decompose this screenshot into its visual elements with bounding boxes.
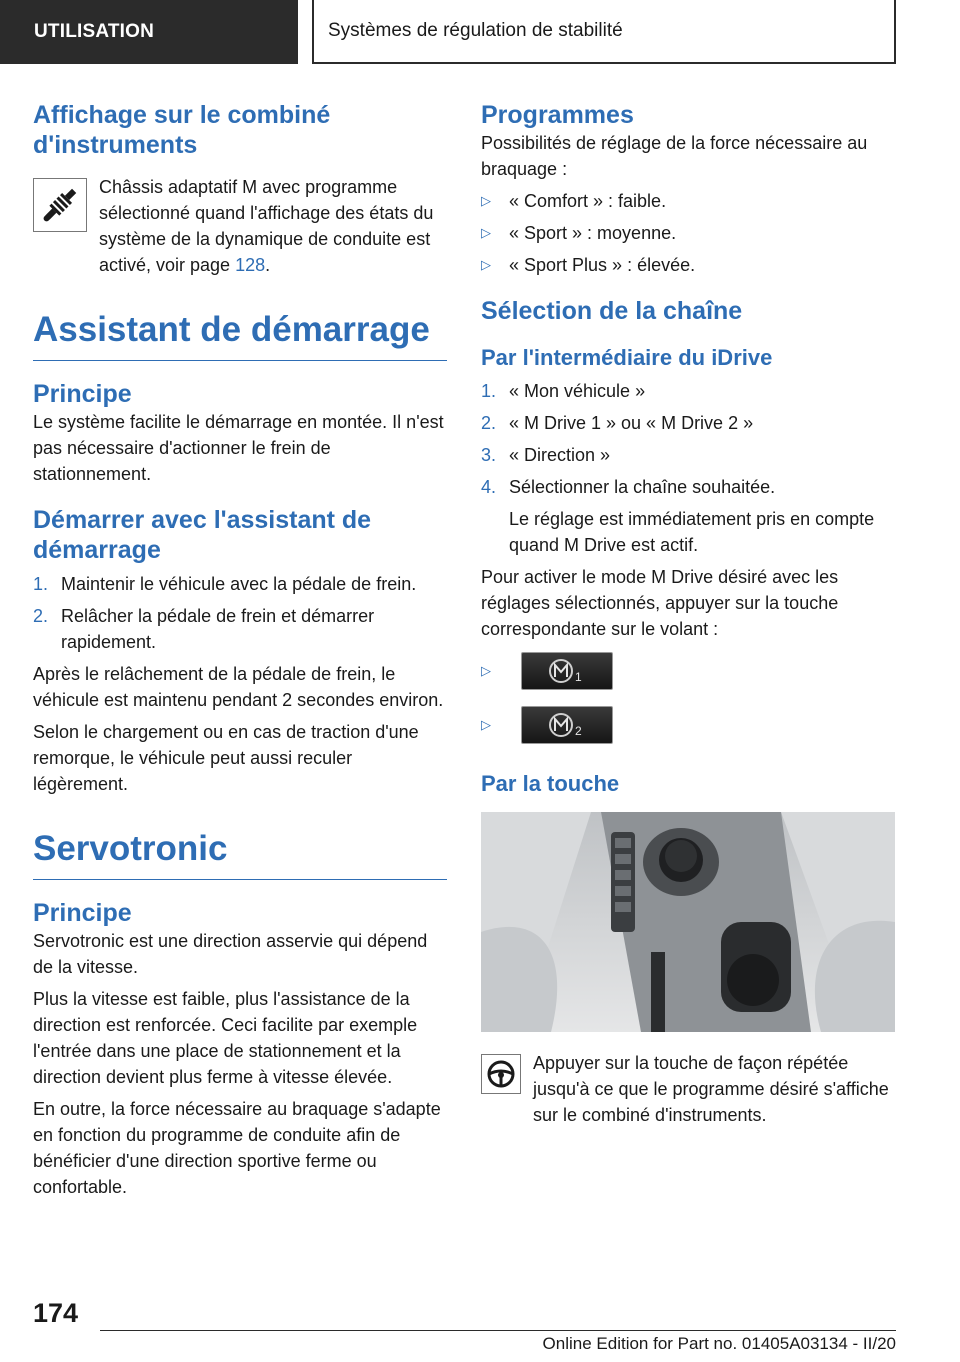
servo-paragraph-3: En outre, la force nécessaire au braquage s'adapte en fonction du programme de conduite afin de bénéficier d'une direction sportive ferme ou confortable. <box>33 1099 441 1197</box>
list-item: 2. « M Drive 1 » ou « M Drive 2 » <box>481 413 754 433</box>
header-section-title: UTILISATION <box>0 0 298 64</box>
shock-absorber-icon <box>33 178 87 232</box>
header-chapter-title: Systèmes de régulation de stabilité <box>312 0 896 64</box>
m1-button-item: ▷ 1 <box>481 652 895 690</box>
hill-paragraph-1: Après le relâchement de la pédale de frein, le véhicule est maintenu pendant 2 secondes environ. <box>33 664 444 710</box>
page-reference-link[interactable]: 128 <box>235 255 266 275</box>
display-info-row <box>33 174 447 278</box>
hill-principle-heading: Principe <box>33 380 132 408</box>
list-item: 2. Relâcher la pédale de frein et démarrer rapidement. <box>33 606 375 652</box>
display-heading: Affichage sur le combiné d'instruments <box>33 101 331 159</box>
servo-paragraph-1: Servotronic est une direction asservie qui dépend de la vitesse. <box>33 931 428 977</box>
button-heading: Par la touche <box>481 771 620 796</box>
center-console-photo <box>481 812 895 1032</box>
page-number: 174 <box>33 1298 79 1328</box>
svg-text:1: 1 <box>575 670 582 684</box>
idrive-steps-list <box>481 378 895 558</box>
footer-divider <box>100 1330 896 1331</box>
hill-paragraph-2: Selon le chargement ou en cas de traction d'une remorque, le véhicule peut aussi reculer légèrement. <box>33 722 419 794</box>
svg-text:2: 2 <box>575 724 582 738</box>
servo-paragraph-2: Plus la vitesse est faible, plus l'assistance de la direction est renforcée. Ceci facilite par exemple l'entrée dans une place de stationnement et la direction devient plus ferme à vitesse élevée. <box>33 989 418 1087</box>
selection-heading: Sélection de la chaîne <box>481 297 743 325</box>
hill-start-title: Assistant de démarrage <box>33 308 447 361</box>
servo-principle-heading: Principe <box>33 899 132 927</box>
display-text: Châssis adaptatif M avec programme sélectionné quand l'affichage des états du système de la dynamique de conduite est activé, voir page 128. <box>99 177 434 275</box>
steering-wheel-icon <box>481 1054 521 1094</box>
programs-text: Possibilités de réglage de la force nécessaire au braquage : <box>481 133 868 179</box>
list-item: ▷ « Sport » : moyenne. <box>481 223 677 243</box>
list-item: 3. « Direction » <box>481 445 611 465</box>
list-item: ▷ « Comfort » : faible. <box>481 191 667 211</box>
list-item: 1. Maintenir le véhicule avec la pédale de frein. <box>33 574 417 594</box>
list-item: ▷ « Sport Plus » : élevée. <box>481 255 696 275</box>
list-item: 1. « Mon véhicule » <box>481 381 646 401</box>
idrive-step4-note: Le réglage est immédiatement pris en compte quand M Drive est actif. <box>509 509 875 555</box>
programs-list <box>481 188 895 278</box>
m2-button-item: ▷ 2 <box>481 706 895 744</box>
footer-edition: Online Edition for Part no. 01405A03134 - II/20 <box>542 1334 896 1353</box>
button-info-row <box>481 1050 895 1128</box>
hill-steps-list <box>33 571 447 655</box>
programs-heading: Programmes <box>481 101 634 129</box>
left-column <box>33 100 447 1200</box>
m2-button-icon <box>521 706 613 744</box>
m1-button-icon <box>521 652 613 690</box>
hill-start-heading: Démarrer avec l'assistant de démarrage <box>33 506 372 564</box>
list-item: 4. Sélectionner la chaîne souhaitée. Le réglage est immédiatement pris en compte quand M Drive est actif. <box>481 474 895 558</box>
idrive-heading: Par l'intermédiaire du iDrive <box>481 345 773 370</box>
servotronic-title: Servotronic <box>33 827 447 880</box>
button-text: Appuyer sur la touche de façon répétée jusqu'à ce que le programme désiré s'affiche sur le combiné d'instruments. <box>533 1053 889 1125</box>
hill-principle-text: Le système facilite le démarrage en montée. Il n'est pas nécessaire d'actionner le frein de stationnement. <box>33 412 444 484</box>
right-column <box>481 100 895 1128</box>
mdrive-text: Pour activer le mode M Drive désiré avec les réglages sélectionnés, appuyer sur la touche correspondante sur le volant : <box>481 567 839 639</box>
